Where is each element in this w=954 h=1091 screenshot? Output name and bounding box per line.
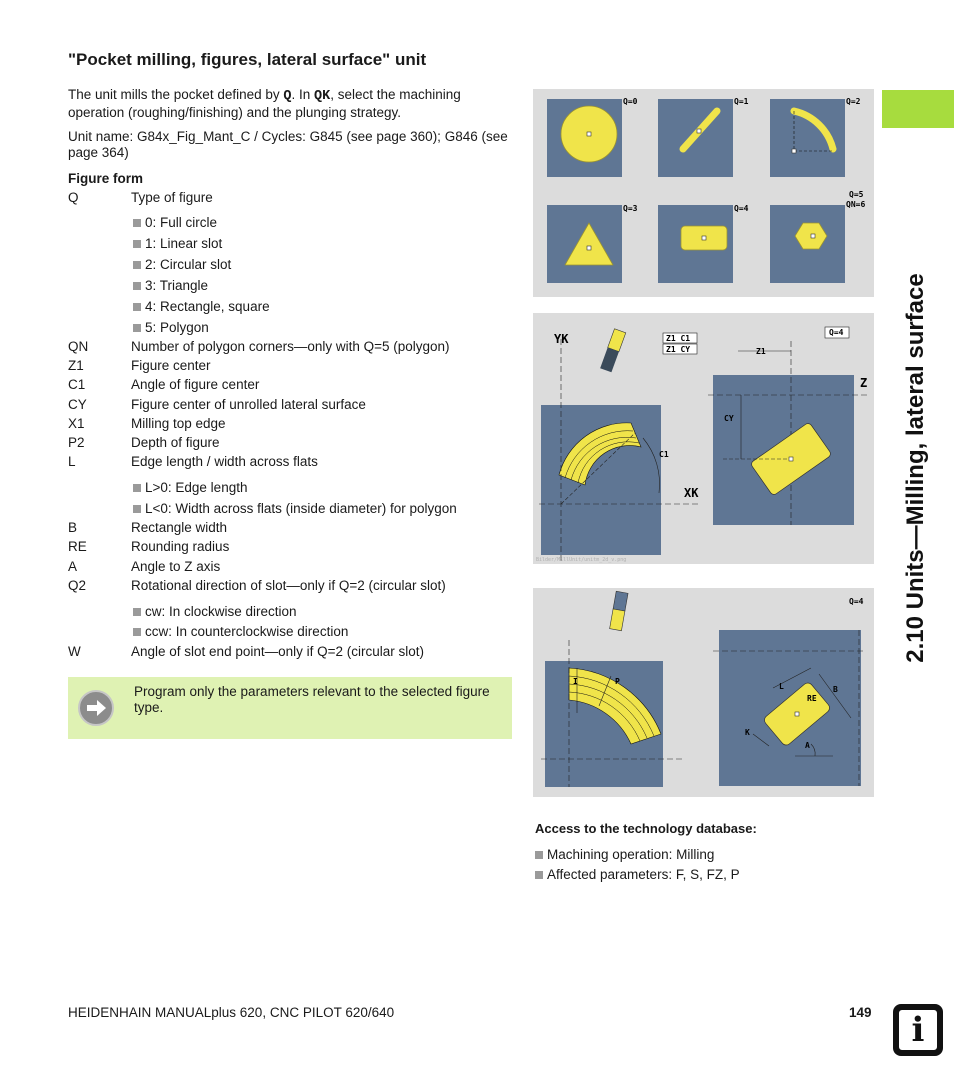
image-filename: Bilder/MillUnit/unitm_2d_v.png: [536, 557, 627, 563]
label-q4-fig2: Q=4: [829, 328, 844, 337]
bullet-icon: [133, 324, 141, 332]
bullet-icon: [133, 608, 141, 616]
bullet-icon: [133, 484, 141, 492]
q-option: 5: Polygon: [133, 320, 209, 336]
q-option: 0: Full circle: [133, 215, 217, 231]
dim-label-p: P: [615, 677, 620, 686]
axis-label-z: Z: [860, 376, 868, 390]
bullet-icon: [133, 282, 141, 290]
pocket-detail-diagram: [533, 588, 874, 797]
note-text: Program only the parameters relevant to the selected figure type.: [134, 684, 490, 715]
l-option: L>0: Edge length: [133, 480, 247, 496]
q-option: 4: Rectangle, square: [133, 299, 270, 315]
dim-label-re: RE: [807, 694, 817, 703]
dim-label-b: B: [833, 685, 838, 694]
label-q3: Q=3: [623, 204, 638, 213]
label-q0: Q=0: [623, 97, 638, 106]
dim-label-c1: C1: [659, 450, 669, 459]
label-q4-fig3: Q=4: [849, 597, 864, 606]
bullet-icon: [133, 628, 141, 636]
figure-types-diagram: [533, 89, 874, 297]
dim-label-k: K: [745, 728, 750, 737]
footer-text: HEIDENHAIN MANUALplus 620, CNC PILOT 620/640: [68, 1005, 395, 1020]
dim-label-z1: Z1: [756, 347, 766, 356]
bullet-icon: [133, 261, 141, 269]
bullet-icon: [133, 303, 141, 311]
code-z1cy: Z1 CY: [666, 345, 691, 354]
access-item: Affected parameters: F, S, FZ, P: [535, 867, 740, 883]
label-q1: Q=1: [734, 97, 749, 106]
axis-label-yk: YK: [554, 332, 569, 346]
bullet-icon: [133, 219, 141, 227]
access-heading: Access to the technology database:: [535, 821, 757, 836]
dim-label-a: A: [805, 741, 810, 750]
section-tab-marker: [882, 90, 954, 128]
unit-name-paragraph: Unit name: G84x_Fig_Mant_C / Cycles: G845 (see page 360); G846 (see page 364): [68, 129, 508, 160]
label-q5: Q=5: [849, 190, 864, 199]
axis-label-xk: XK: [684, 486, 699, 500]
q-option: 1: Linear slot: [133, 236, 222, 252]
q2-option: ccw: In counterclockwise direction: [133, 624, 348, 640]
info-icon: i: [893, 1004, 943, 1056]
q-option: 2: Circular slot: [133, 257, 231, 273]
q-option: 3: Triangle: [133, 278, 208, 294]
label-q2: Q=2: [846, 97, 861, 106]
label-qn6: QN=6: [846, 200, 866, 209]
page-number: 149: [849, 1005, 872, 1020]
note-box: [68, 677, 512, 739]
bullet-icon: [535, 851, 543, 859]
bullet-icon: [535, 871, 543, 879]
l-option: L<0: Width across flats (inside diameter) for polygon: [133, 501, 457, 517]
intro-paragraph: The unit mills the pocket defined by Q. In QK, select the machining operation (roughing/finishing) and the plunging strategy.: [68, 87, 461, 120]
arrow-right-icon: [78, 690, 114, 726]
lateral-pocket-diagram: [533, 313, 874, 564]
dim-label-i: I: [573, 677, 578, 686]
figure-form-heading: Figure form: [68, 171, 144, 186]
access-item: Machining operation: Milling: [535, 847, 714, 863]
dim-label-cy: CY: [724, 414, 734, 423]
page-title: "Pocket milling, figures, lateral surface" unit: [68, 50, 427, 69]
bullet-icon: [133, 505, 141, 513]
label-q4: Q=4: [734, 204, 749, 213]
code-z1c1: Z1 C1: [666, 334, 691, 343]
q2-option: cw: In clockwise direction: [133, 604, 297, 620]
dim-label-l: L: [779, 682, 784, 691]
panel-q2: [770, 99, 845, 177]
bullet-icon: [133, 240, 141, 248]
